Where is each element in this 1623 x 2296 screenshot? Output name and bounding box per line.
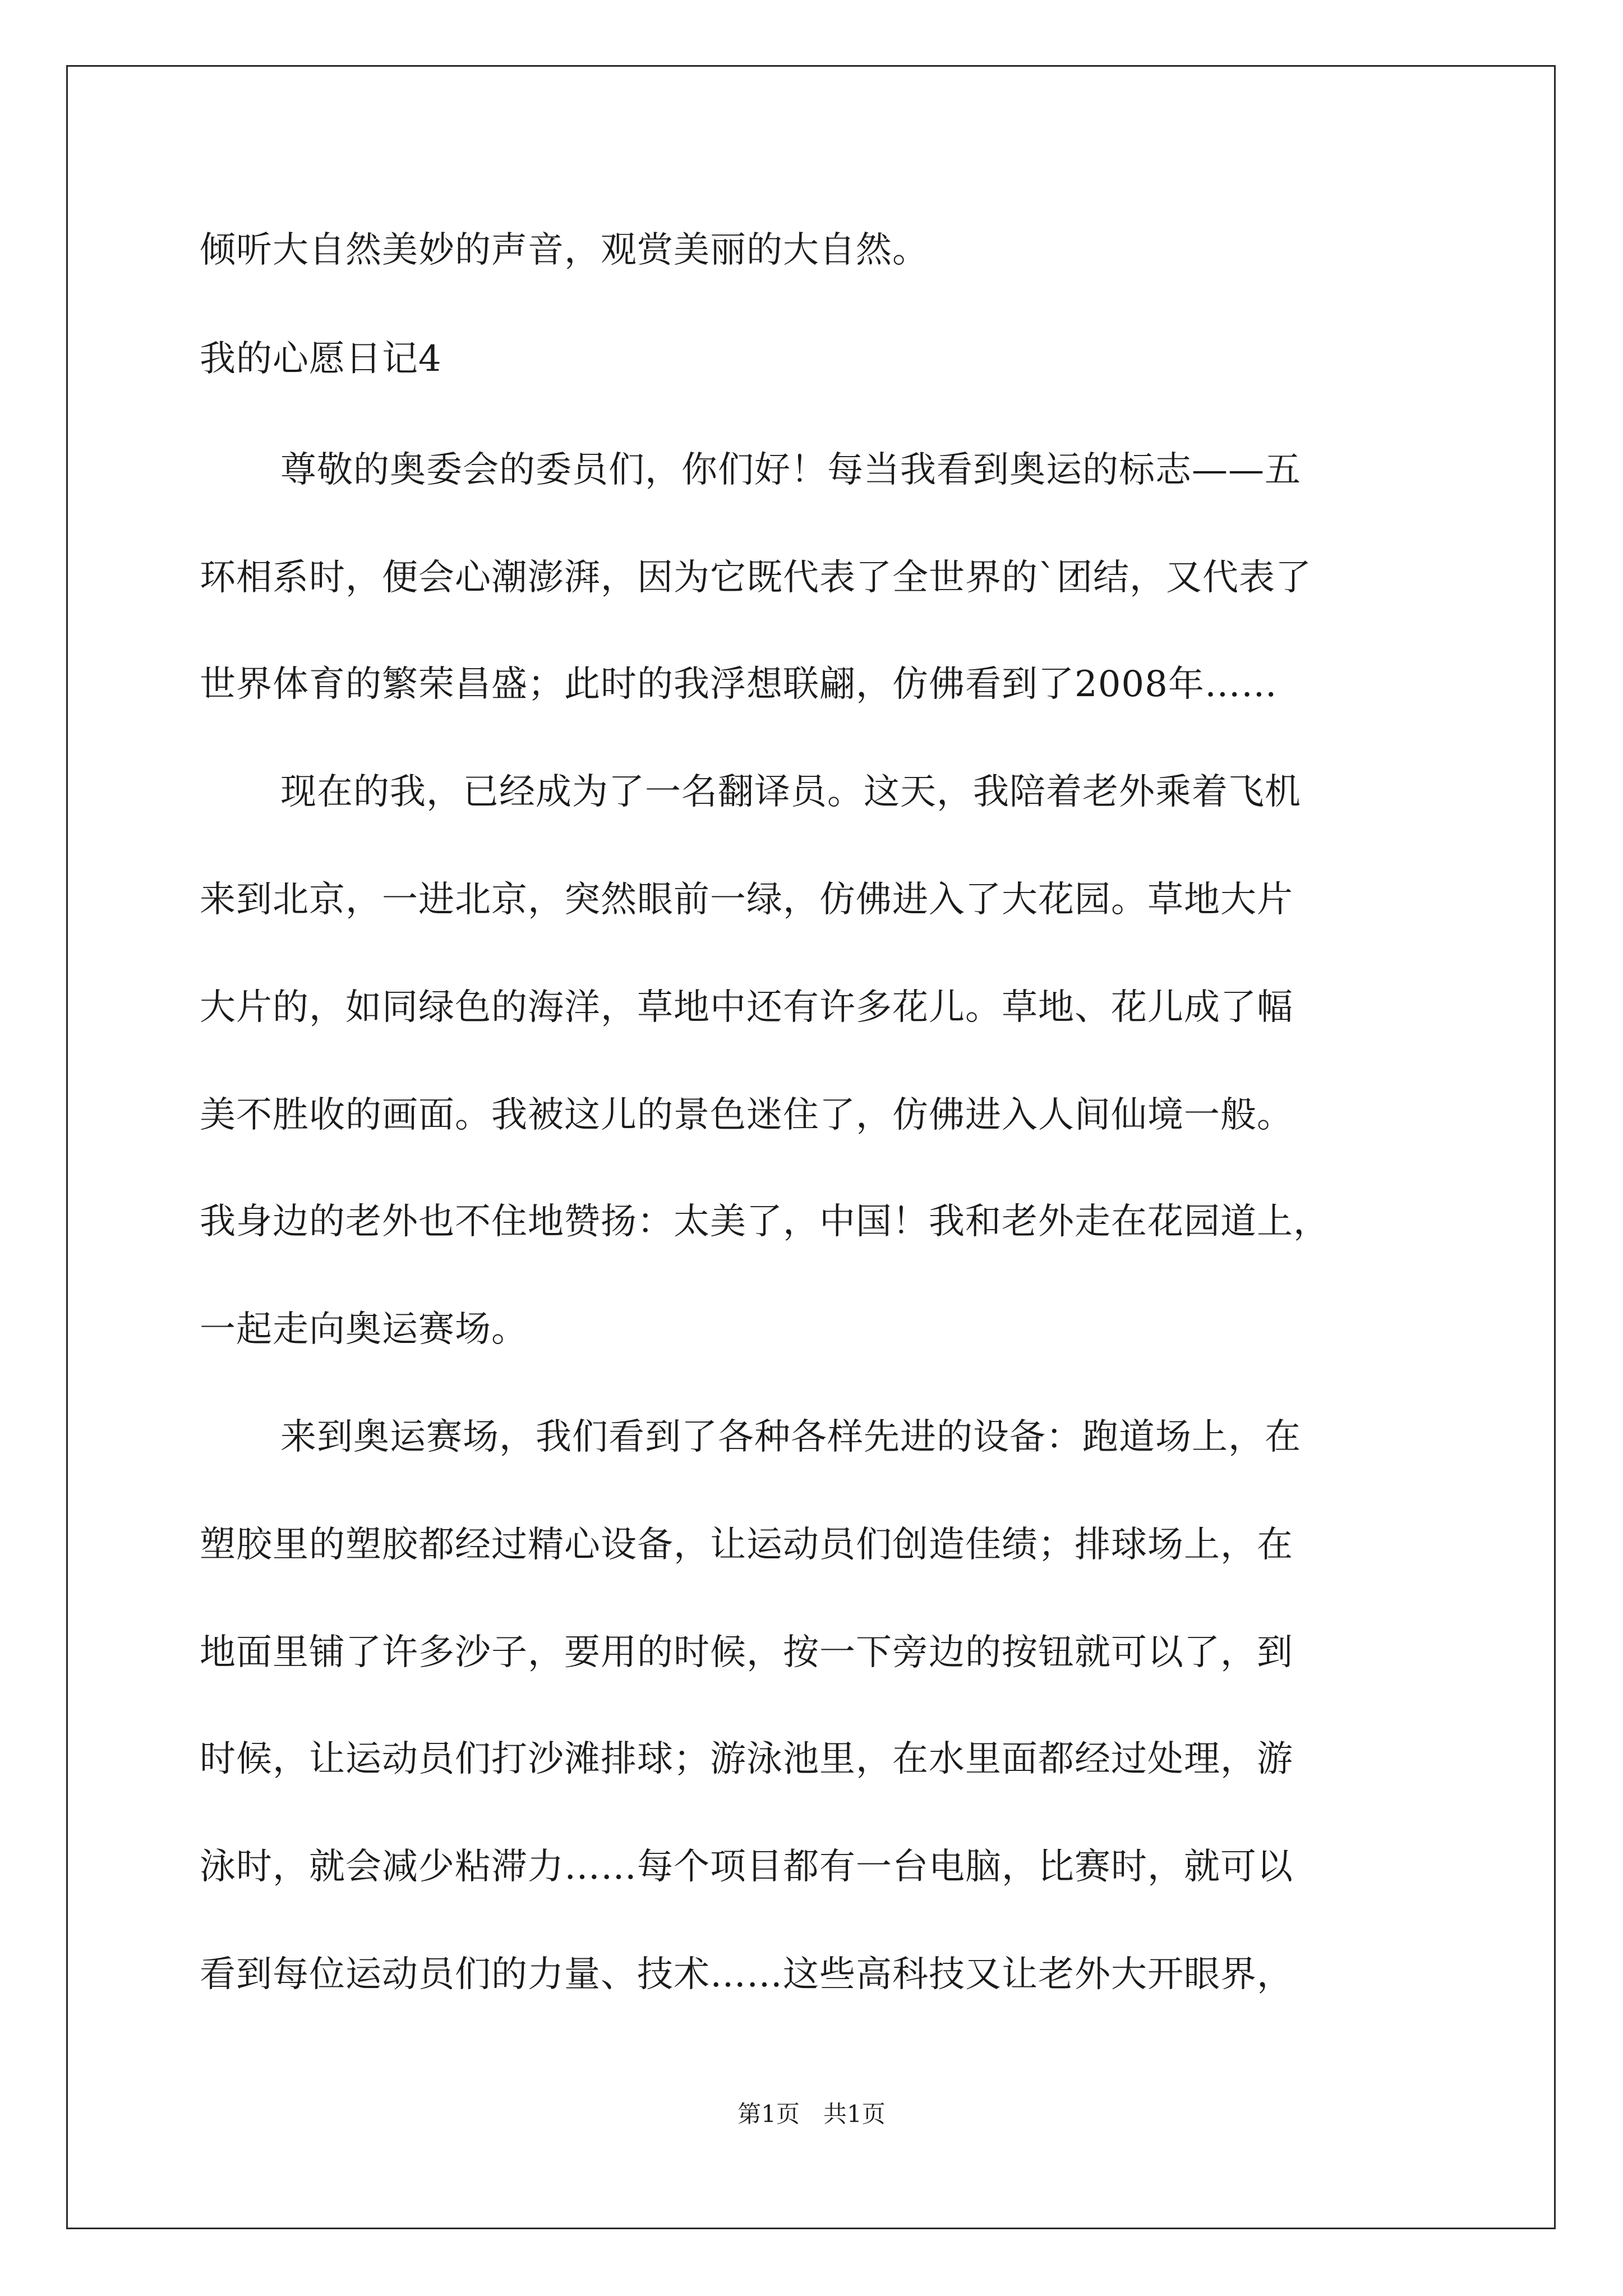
page-number-footer: 第1页 共1页 xyxy=(737,2100,886,2128)
text-line: 环相系时，便会心潮澎湃，因为它既代表了全世界的`团结，又代表了 xyxy=(200,557,1312,599)
text-line: 来到北京，一进北京，突然眼前一绿，仿佛进入了大花园。草地大片 xyxy=(200,879,1293,921)
text-line: 大片的，如同绿色的海洋，草地中还有许多花儿。草地、花儿成了幅 xyxy=(200,987,1293,1028)
text-line: 倾听大自然美妙的声音，观赏美丽的大自然。 xyxy=(200,229,929,271)
text-line: 泳时，就会减少粘滞力……每个项目都有一台电脑，比赛时，就可以 xyxy=(200,1846,1293,1888)
text-line: 现在的我，已经成为了一名翻译员。这天，我陪着老外乘着飞机 xyxy=(280,771,1301,813)
text-line: 地面里铺了许多沙子，要用的时候，按一下旁边的按钮就可以了，到 xyxy=(200,1632,1293,1673)
text-line: 塑胶里的塑胶都经过精心设备，让运动员们创造佳绩；排球场上，在 xyxy=(200,1524,1293,1566)
text-line: 一起走向奥运赛场。 xyxy=(200,1309,528,1350)
text-line: 世界体育的繁荣昌盛；此时的我浮想联翩，仿佛看到了2008年…… xyxy=(200,664,1278,705)
text-line: 尊敬的奥委会的委员们，你们好！每当我看到奥运的标志——五 xyxy=(280,449,1301,491)
text-line: 时候，让运动员们打沙滩排球；游泳池里，在水里面都经过处理，游 xyxy=(200,1738,1293,1780)
text-line: 来到奥运赛场，我们看到了各种各样先进的设备：跑道场上，在 xyxy=(280,1416,1301,1458)
text-line: 我身边的老外也不住地赞扬：太美了，中国！我和老外走在花园道上， xyxy=(200,1201,1330,1243)
page-border xyxy=(66,65,1556,2229)
section-heading: 我的心愿日记4 xyxy=(200,338,442,380)
text-line: 美不胜收的画面。我被这儿的景色迷住了，仿佛进入人间仙境一般。 xyxy=(200,1094,1293,1136)
text-line: 看到每位运动员们的力量、技术……这些高科技又让老外大开眼界， xyxy=(200,1954,1293,1995)
